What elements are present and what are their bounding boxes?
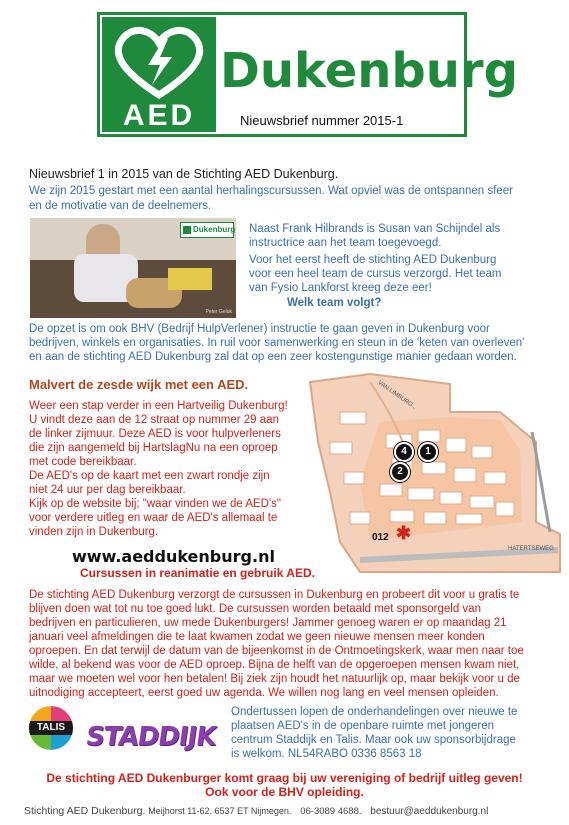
bhv-line-2: bedrijven, winkels en organisaties. In ruil voor samenwerking en steun in de 'keten van overleven': [29, 337, 525, 349]
talis-line-2: plaatsen AED's in de openbare ruimte met jongeren: [231, 720, 495, 732]
neighbourhood-map: [300, 372, 562, 577]
malvert-line-8: Kijk op de website bij; "waar vinden we de AED's": [29, 498, 281, 510]
bhv-line-1: De opzet is om ook BHV (Bedrijf HulpVerlener) instructie te gaan geven in Dukenburg voor: [29, 323, 490, 335]
courses-line-8: uitnodiging accepteert, eerst goed uw agenda. We willen nog lang en veel mensen opleiden.: [29, 687, 499, 699]
malvert-line-1: Weer een stap verder in een Hartveilig Dukenburg!: [29, 400, 288, 412]
talis-line-3: centrum Staddijk en Talis. Maar ook uw sponsorbijdrage: [231, 734, 516, 746]
photo-sign-icon: [183, 226, 191, 234]
map-marker-1: [418, 442, 438, 462]
talis-logo: [29, 706, 73, 750]
intro-para-line-2: en de motivatie van de deelnemers.: [29, 200, 212, 212]
courses-line-2: blijven doen wat tot nu toe goed lukt. De cursussen worden betaald met sponsorgeld van: [29, 603, 481, 615]
staddijk-logo: STADDIJK: [83, 722, 218, 752]
team-line-3: Voor het eerst heeft de stichting AED Dukenburg: [249, 254, 497, 266]
courses-line-3: bedrijven en particulieren, uw mede Dukenburgers! Jammer genoeg waren er op maandag 21: [29, 617, 507, 629]
footer-email[interactable]: bestuur@aeddukenburg.nl: [370, 806, 489, 817]
team-line-4: voor een heel team de cursus verzorgd. Het team: [249, 268, 502, 280]
map-marker-4: [394, 442, 414, 462]
malvert-line-3: de linker zijmuur. Deze AED is voor hulpverleners: [29, 428, 281, 440]
team-line-1: Naast Frank Hilbrands is Susan van Schijndel als: [249, 223, 501, 235]
malvert-line-7: niet 24 uur per dag bereikbaar.: [29, 484, 186, 496]
aed-location-label: 012: [372, 532, 389, 543]
closing-line-1: De stichting AED Dukenburger komt graag bij uw vereniging of bedrijf uitleg geven!: [46, 771, 523, 785]
aed-location-icon: ✱: [396, 523, 412, 543]
courses-line-1: De stichting AED Dukenburg verzorgt de cursussen in Dukenburg en probeert dit voor u gratis te: [29, 589, 520, 601]
marker-2-label: 2: [397, 466, 403, 477]
footer-phone: 06-3089 4688.: [300, 806, 362, 817]
website-url[interactable]: www.aeddukenburg.nl: [72, 547, 275, 566]
masthead-subtitle: Nieuwsbrief nummer 2015-1: [240, 113, 404, 128]
intro-headline: Nieuwsbrief 1 in 2015 van de Stichting AED Dukenburg.: [29, 167, 339, 181]
team-question: Welk team volgt?: [287, 297, 382, 309]
intro-para-line-1: We zijn 2015 gestart met een aantal herhalingscursussen. Wat opviel was de ontspannen sfeer: [29, 185, 513, 197]
course-photo: [30, 218, 236, 318]
footer: [24, 805, 488, 817]
malvert-line-5: met code bereikbaar.: [29, 456, 137, 468]
heart-lightning-icon: [102, 21, 216, 101]
talis-line-4: is welkom. NL54RABO 0336 8563 18: [231, 748, 422, 760]
masthead: [97, 12, 518, 137]
talis-line-1: Ondertussen lopen de onderhandelingen over nieuwe te: [231, 706, 518, 718]
aed-logo: [102, 17, 216, 132]
courses-line-4: januari veel afmeldingen die te laat kwamen zodat we geen nieuwe mensen meer konden: [29, 631, 485, 643]
logo-text: AED: [122, 99, 196, 132]
map-street-label: HATERTSEWEG: [508, 546, 554, 552]
marker-1-label: 1: [425, 446, 431, 457]
footer-org: Stichting AED Dukenburg.: [24, 805, 146, 817]
closing-line-2: Ook voor de BHV opleiding.: [205, 785, 364, 799]
photo-sign-text: Dukenburg: [193, 225, 236, 234]
map-marker-2: [390, 462, 410, 482]
courses-line-7: maar we moeten wel voor hen betalen! Bij ziek zijn houdt het natuurlijk op, maar bekijk voor u de: [29, 673, 520, 685]
marker-4-label: 4: [401, 446, 407, 457]
website-tagline: Cursussen in reanimatie en gebruik AED.: [80, 566, 315, 580]
courses-line-6: wilde, al bekend was voor de AED oproep. Bijna de helft van de opgeroepen mensen kwam niet,: [29, 659, 520, 671]
courses-line-5: oproepen. En dat terwijl de datum van de bijeenkomst in de Ontmoetingskerk, waar men naar toe: [29, 645, 524, 657]
map-road-label: VAN LIMBURG...: [376, 380, 418, 412]
malvert-line-2: U vindt deze aan de 12 straat op nummer 29 aan: [29, 414, 279, 426]
malvert-line-10: vinden zijn in Dukenburg.: [29, 526, 159, 538]
talis-logo-text: TALIS: [36, 722, 66, 733]
malvert-line-6: De AED's op de kaart met een zwart rondje zijn: [29, 470, 270, 482]
malvert-line-4: die zijn aangemeld bij HartslagNu na een oproep: [29, 442, 278, 454]
photo-credit: Peter Geluk: [205, 309, 232, 315]
team-line-2: instructrice aan het team toegevoegd.: [249, 237, 442, 249]
masthead-title: Dukenburg: [220, 43, 518, 99]
malvert-line-9: voor verdere uitleg en waar de AED's allemaal te: [29, 512, 278, 524]
malvert-heading: Malvert de zesde wijk met een AED.: [29, 377, 249, 392]
footer-address: Meijhorst 11-62. 6537 ET Nijmegen.: [148, 806, 292, 816]
bhv-line-3: en aan de stichting AED Dukenburg zal dat op een zeer kostengunstige manier gedaan worden.: [29, 351, 517, 363]
team-line-5: van Fysio Lankforst kreeg deze eer!: [249, 282, 432, 294]
